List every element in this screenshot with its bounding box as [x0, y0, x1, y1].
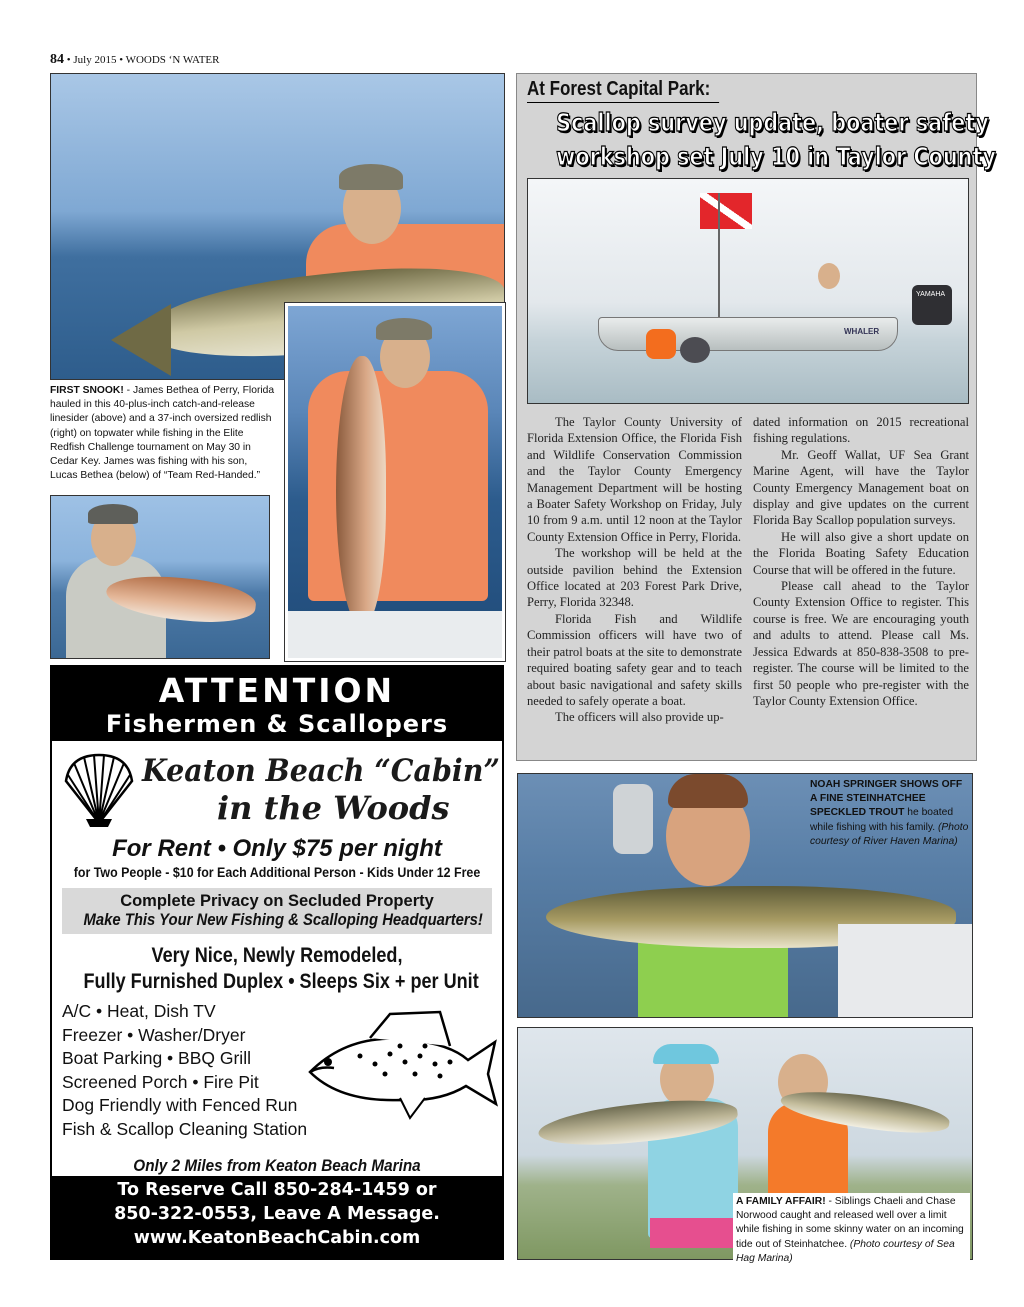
ad-reserve-line1: To Reserve Call 850-284-1459 or	[117, 1180, 437, 1200]
amenity-item: Screened Porch • Fire Pit	[62, 1071, 259, 1092]
snook-caption-body: - James Bethea of Perry, Florida hauled in this 40-plus-inch catch-and-release linesider (above) and a 37-inch oversized redlish (right) on topwater while fishing in the Elite Redfish Challenge tournament on May 30 in Cedar Key. James was fishing with his son, Lucas Bethea (below) of “Team Red-Handed.”	[50, 385, 275, 482]
scallop-shell-icon	[60, 751, 138, 827]
lucas-redfish-photo	[50, 495, 270, 659]
article-paragraph: He will also give a short update on the Florida Boating Safety Education Course that will be offered in the future.	[753, 529, 969, 577]
amenity-item: A/C • Heat, Dish TV	[62, 1001, 216, 1021]
article-kicker: At Forest Capital Park:	[527, 78, 719, 103]
amenity-item: Boat Parking • BBQ Grill	[62, 1048, 251, 1068]
article-column-2	[753, 414, 969, 709]
family-caption	[733, 1193, 970, 1268]
ad-title-line1: Keaton Beach “Cabin”	[142, 753, 500, 789]
article-headline-line2: workshop set July 10 in Taylor County	[556, 142, 996, 171]
ad-reserve-line2: 850-322-0553, Leave A Message.	[114, 1204, 440, 1224]
amenity-item: Dog Friendly with Fenced Run	[62, 1095, 298, 1115]
issue-line: • July 2015 • WOODS ‘N WATER	[66, 54, 220, 66]
article-paragraph: The Taylor County University of Florida Extension Office, the Florida Fish and Wildlife Conservation Commission and the Taylor County Emergency Management Department will be hosting a Boater Safety Workshop on Friday, July 10 from 9 a.m. until 12 noon at the Taylor County Extension Office in Perry, Florida.	[527, 415, 742, 544]
ad-rent: For Rent • Only $75 per night	[112, 835, 442, 862]
noah-caption	[810, 778, 970, 849]
page-number: 84	[50, 52, 64, 67]
article-headline-line1: Scallop survey update, boater safety	[556, 108, 989, 137]
ad-privacy-box	[62, 888, 492, 934]
ad-attention: ATTENTION	[158, 671, 396, 710]
article-paragraph: Mr. Geoff Wallat, UF Sea Grant Marine Agent, will have the Taylor County Emergency Management boat on display and give updates on the current Florida Bay Scallop population surveys.	[753, 447, 969, 528]
snook-caption	[50, 384, 275, 483]
amenity-item: Freezer • Washer/Dryer	[62, 1024, 246, 1045]
noah-caption-credit: (Photo courtesy of River Haven Marina)	[810, 821, 969, 847]
ad-rent-sub: for Two People - $10 for Each Additional Person - Kids Under 12 Free	[73, 865, 481, 880]
ad-nice-line2: Fully Furnished Duplex • Sleeps Six + per Unit	[83, 970, 479, 993]
family-caption-lead: A FAMILY AFFAIR!	[736, 1196, 826, 1207]
article-column-1	[527, 414, 742, 726]
boat-hull-text: WHALER	[844, 327, 880, 336]
redfish-photo	[285, 303, 505, 661]
ad-miles: Only 2 Miles from Keaton Beach Marina	[133, 1156, 421, 1175]
ad-header	[52, 667, 502, 741]
family-caption-credit: (Photo courtesy of Sea Hag Marina)	[736, 1238, 955, 1264]
ad-subhead: Fishermen & Scallopers	[105, 710, 449, 738]
ad-nice-line1: Very Nice, Newly Remodeled,	[151, 944, 403, 967]
motor-text: YAMAHA	[916, 291, 946, 298]
article-paragraph: The officers will also provide up-	[555, 710, 724, 725]
ad-title-line2: in the Woods	[217, 789, 450, 827]
ad-amenities	[62, 1000, 307, 1141]
ad-headquarters: Make This Your New Fishing & Scalloping Headquarters!	[83, 911, 483, 929]
noah-caption-lead: NOAH SPRINGER SHOWS OFF A FINE STEINHATCHEE SPECKLED TROUT	[810, 779, 963, 819]
cabin-ad	[50, 665, 504, 1260]
scallop-article	[516, 73, 996, 761]
article-paragraph: Please call ahead to the Taylor County Extension Office to register. This course is free. We are encouraging youth and adults to attend. Please call Ms. Jessica Edwards at 850-838-3508 to pre-register. The course will be limited to the first 50 people who pre-register with the Taylor County Extension Office.	[753, 579, 969, 708]
ad-website: www.KeatonBeachCabin.com	[133, 1228, 421, 1248]
article-paragraph: Florida Fish and Wildlife Commission officers will have two of their patrol boats at the site to demonstrate required boating safety gear and to teach about basic navigational and safety skills needed to safely operate a boat.	[527, 611, 742, 708]
article-paragraph: dated information on 2015 recreational fishing regulations.	[753, 415, 969, 446]
noah-caption-body: he boated while fishing with his family.	[810, 807, 954, 833]
ad-footer	[52, 1176, 502, 1258]
folio	[50, 52, 220, 68]
ad-privacy: Complete Privacy on Secluded Property	[120, 892, 434, 910]
family-caption-body: - Siblings Chaeli and Chase Norwood caught and released well over a limit while fishing in some skinny water on an incoming tide out of Steinhatchee.	[736, 1196, 964, 1250]
article-paragraph: The workshop will be held at the outside pavilion behind the Extension Office located at 203 Forest Park Drive, Perry, Florida 32348.	[527, 546, 742, 610]
snook-caption-lead: FIRST SNOOK!	[50, 385, 124, 396]
amenity-item: Fish & Scallop Cleaning Station	[62, 1118, 308, 1139]
scallop-boat-photo	[527, 178, 969, 404]
trout-illustration-icon	[290, 1002, 500, 1122]
